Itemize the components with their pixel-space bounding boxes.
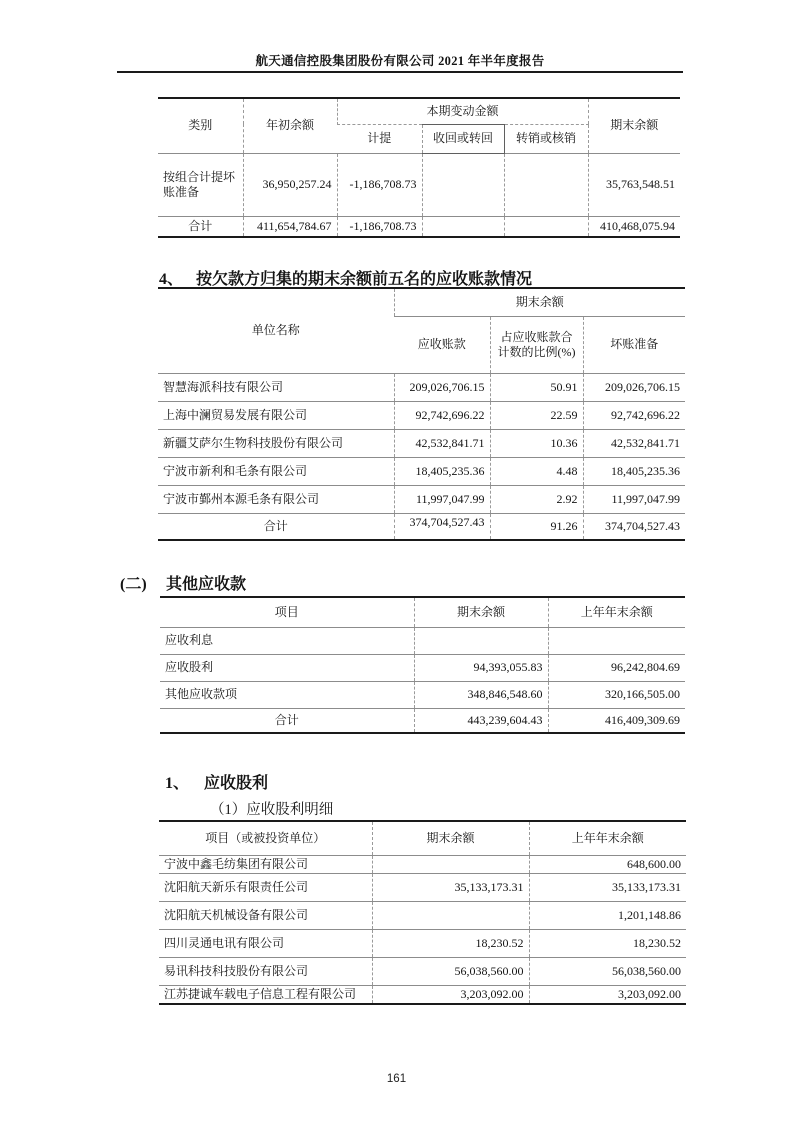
cell-accounts-receivable: 209,026,706.15 <box>394 373 490 401</box>
table-row <box>158 373 685 401</box>
table-row <box>160 654 685 681</box>
cell-prior: 3,203,092.00 <box>529 985 686 1004</box>
cell-accounts-receivable: 374,704,527.43 <box>394 513 490 540</box>
cell-total-label: 合计 <box>158 513 394 540</box>
cell-company-name: 智慧海派科技有限公司 <box>158 373 394 401</box>
section-title: 按欠款方归集的期末余额前五名的应收账款情况 <box>196 271 533 288</box>
section-title: 应收股利 <box>204 775 269 792</box>
cell-ratio: 2.92 <box>490 485 583 513</box>
cell-company-name: 沈阳航天机械设备有限公司 <box>159 901 372 929</box>
top5-receivables-table <box>158 287 685 541</box>
header-cell-recovered-or-reversed: 收回或转回 <box>422 124 504 153</box>
table-row <box>159 855 686 873</box>
cell-closing: 35,763,548.51 <box>588 153 680 216</box>
cell-accrual: -1,186,708.73 <box>337 153 422 216</box>
cell-prior: 320,166,505.00 <box>548 681 685 708</box>
cell-closing: 410,468,075.94 <box>588 216 680 237</box>
table-row <box>159 873 686 901</box>
header-cell-item: 项目 <box>274 604 299 619</box>
cell-provision: 11,997,047.99 <box>583 485 685 513</box>
header-cell-closing-balance: 期末余额 <box>394 288 685 316</box>
table-row <box>158 429 685 457</box>
cell-ratio: 4.48 <box>490 457 583 485</box>
cell-recovered <box>422 216 504 237</box>
header-cell-current-change: 本期变动金额 <box>337 98 588 124</box>
cell-opening: 36,950,257.24 <box>243 153 337 216</box>
header-cell-bad-debt-provision: 坏账准备 <box>583 316 685 373</box>
cell-prior: 35,133,173.31 <box>529 873 686 901</box>
cell-provision: 42,532,841.71 <box>583 429 685 457</box>
cell-ratio: 50.91 <box>490 373 583 401</box>
cell-provision: 92,742,696.22 <box>583 401 685 429</box>
cell-prior: 1,201,148.86 <box>529 901 686 929</box>
header-cell-category: 类别 <box>188 118 213 133</box>
header-cell-item: 项目（或被投资单位） <box>205 830 326 845</box>
cell-item: 应收股利 <box>160 654 414 681</box>
cell-prior: 56,038,560.00 <box>529 957 686 985</box>
cell-item: 其他应收款项 <box>160 681 414 708</box>
page-number: 161 <box>386 1073 407 1085</box>
cell-category: 合计 <box>158 216 243 237</box>
table-row <box>160 627 685 654</box>
table-header-row <box>159 821 686 855</box>
cell-closing: 18,230.52 <box>372 929 529 957</box>
cell-prior <box>548 627 685 654</box>
subsection-heading-dividends-detail: （1）应收股利明细 <box>210 802 334 818</box>
header-cell-ratio: 占应收账款合计数的比例(%) <box>490 316 583 373</box>
other-receivables-table <box>160 596 685 734</box>
header-cell-written-off: 转销或核销 <box>504 124 588 153</box>
cell-provision: 18,405,235.36 <box>583 457 685 485</box>
cell-total-label: 合计 <box>160 708 414 733</box>
cell-company-name: 江苏捷诚车载电子信息工程有限公司 <box>159 985 372 1004</box>
section-number: 4、 <box>159 271 184 288</box>
header-cell-prior-year-balance: 上年年末余额 <box>548 597 685 627</box>
cell-company-name: 四川灵通电讯有限公司 <box>159 929 372 957</box>
cell-closing: 56,038,560.00 <box>372 957 529 985</box>
cell-closing: 443,239,604.43 <box>414 708 548 733</box>
header-cell-closing-balance: 期末余额 <box>372 821 529 855</box>
header-cell-closing-balance: 期末余额 <box>588 98 680 153</box>
table-row <box>158 457 685 485</box>
cell-closing: 3,203,092.00 <box>372 985 529 1004</box>
header-cell-unit-name: 单位名称 <box>251 323 300 338</box>
cell-closing: 35,133,173.31 <box>372 873 529 901</box>
table-row <box>159 985 686 1004</box>
section-number: 1、 <box>165 775 190 792</box>
section-heading-other-receivables <box>120 571 246 594</box>
cell-company-name: 易讯科技科技股份有限公司 <box>159 957 372 985</box>
cell-company-name: 宁波市新利和毛条有限公司 <box>158 457 394 485</box>
cell-prior: 18,230.52 <box>529 929 686 957</box>
header-cell-closing-balance: 期末余额 <box>414 597 548 627</box>
cell-provision: 209,026,706.15 <box>583 373 685 401</box>
cell-closing <box>372 855 529 873</box>
cell-item: 应收利息 <box>160 627 414 654</box>
cell-closing <box>414 627 548 654</box>
cell-written-off <box>504 216 588 237</box>
cell-closing <box>372 901 529 929</box>
table-row <box>158 485 685 513</box>
table-row <box>159 901 686 929</box>
cell-accrual: -1,186,708.73 <box>337 216 422 237</box>
cell-accounts-receivable: 18,405,235.36 <box>394 457 490 485</box>
table-row <box>159 929 686 957</box>
table-header-row <box>158 288 685 316</box>
table-total-row <box>160 708 685 733</box>
table-row <box>158 401 685 429</box>
cell-recovered <box>422 153 504 216</box>
table-row <box>160 681 685 708</box>
cell-accounts-receivable: 92,742,696.22 <box>394 401 490 429</box>
bad-debt-provision-table <box>158 97 680 238</box>
dividends-receivable-table <box>159 820 686 1005</box>
cell-prior: 648,600.00 <box>529 855 686 873</box>
section-title: 其他应收款 <box>166 576 247 593</box>
section-heading-dividends-receivable <box>165 770 268 793</box>
table-total-row <box>158 216 680 237</box>
cell-ratio: 22.59 <box>490 401 583 429</box>
cell-company-name: 宁波中鑫毛纺集团有限公司 <box>159 855 372 873</box>
header-cell-accounts-receivable: 应收账款 <box>417 337 466 351</box>
section-heading-top5-receivables <box>159 266 532 289</box>
section-number: (二) <box>120 576 147 593</box>
table-header-row <box>160 597 685 627</box>
cell-prior: 416,409,309.69 <box>548 708 685 733</box>
cell-written-off <box>504 153 588 216</box>
cell-closing: 348,846,548.60 <box>414 681 548 708</box>
cell-ratio: 10.36 <box>490 429 583 457</box>
cell-company-name: 宁波市鄞州本源毛条有限公司 <box>158 485 394 513</box>
table-row <box>159 957 686 985</box>
table-row <box>158 153 680 216</box>
table-total-row <box>158 513 685 540</box>
table-header-row <box>158 98 680 124</box>
cell-accounts-receivable: 42,532,841.71 <box>394 429 490 457</box>
cell-opening: 411,654,784.67 <box>243 216 337 237</box>
cell-provision: 374,704,527.43 <box>583 513 685 540</box>
header-cell-opening-balance: 年初余额 <box>243 98 337 153</box>
header-cell-accrual: 计提 <box>367 131 392 145</box>
cell-company-name: 沈阳航天新乐有限责任公司 <box>159 873 372 901</box>
cell-accounts-receivable: 11,997,047.99 <box>394 485 490 513</box>
cell-closing: 94,393,055.83 <box>414 654 548 681</box>
cell-company-name: 新疆艾萨尔生物科技股份有限公司 <box>158 429 394 457</box>
header-cell-prior-year-balance: 上年年末余额 <box>529 821 686 855</box>
cell-company-name: 上海中澜贸易发展有限公司 <box>158 401 394 429</box>
cell-ratio: 91.26 <box>490 513 583 540</box>
doc-header-title: 航天通信控股集团股份有限公司 2021 年半年度报告 <box>255 54 545 68</box>
cell-category: 按组合计提坏账准备 <box>158 153 243 216</box>
doc-header-rule <box>117 71 683 73</box>
cell-prior: 96,242,804.69 <box>548 654 685 681</box>
